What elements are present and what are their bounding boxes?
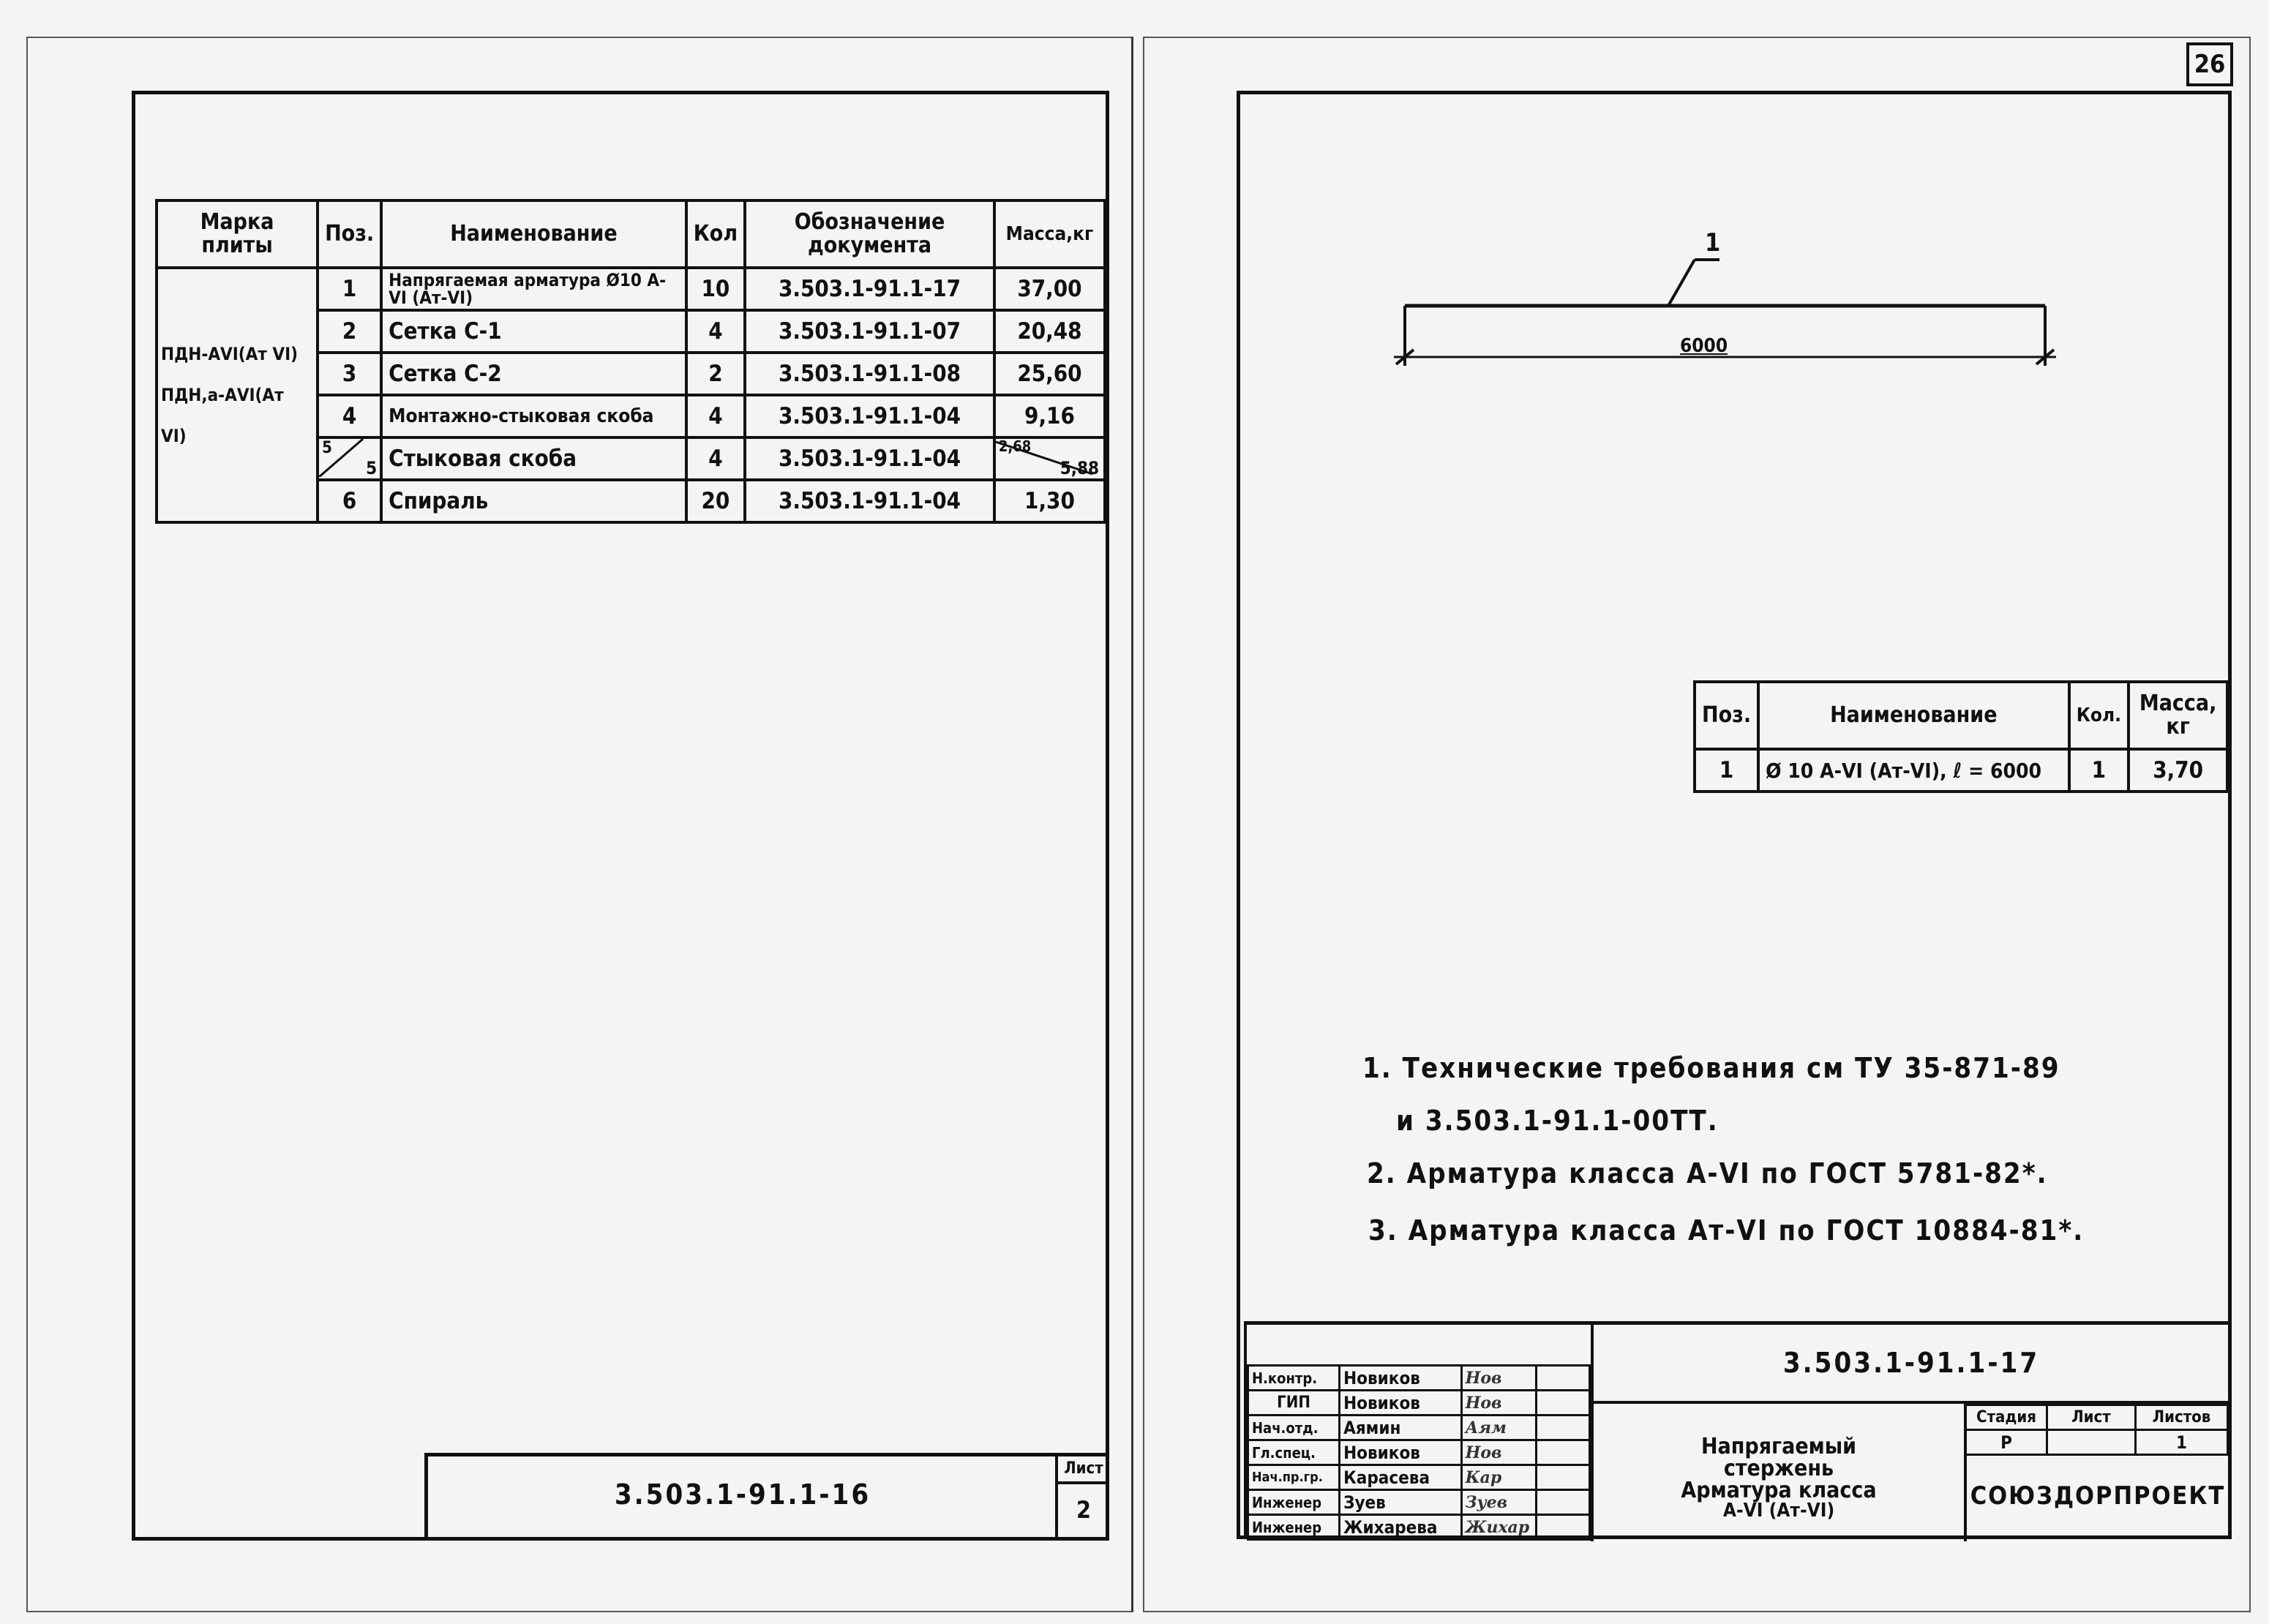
stamp-sheet-label: Лист: [1058, 1456, 1109, 1484]
header-kol: Кол.: [2069, 682, 2129, 749]
pos-bottom: 5: [366, 458, 378, 478]
role-label: Гл.спец.: [1248, 1440, 1340, 1465]
sheet-value: [2047, 1430, 2136, 1455]
left-stamp: [424, 1453, 1109, 1541]
person-name: Жихарева: [1340, 1515, 1461, 1540]
kol-cell: 4: [686, 395, 745, 437]
role-label: Инженер: [1248, 1515, 1340, 1540]
table-row: [157, 268, 1105, 310]
rod-drawing: [1376, 219, 2107, 380]
tb-title-line: Напрягаемый: [1700, 1434, 1857, 1459]
signature: Аям: [1461, 1416, 1536, 1440]
date-cell: [1536, 1465, 1589, 1490]
tb-organization: СОЮЗДОРПРОЕКТ: [1964, 1455, 2229, 1541]
title-block: [1244, 1321, 2229, 1538]
pos-cell: 2: [318, 310, 381, 353]
name-cell: Сетка С-2: [381, 353, 686, 395]
page-number: 26: [2194, 50, 2226, 79]
person-name: Карасева: [1340, 1465, 1461, 1490]
tb-code: 3.503.1-91.1-17: [1591, 1325, 2229, 1404]
stamp-sheet-number: 2: [1076, 1496, 1092, 1524]
role-label: Нач.отд.: [1248, 1416, 1340, 1440]
name-cell: Ø 10 А-VI (Aт-VI), ℓ = 6000: [1758, 749, 2069, 792]
pos-leader-label: 1: [1705, 228, 1721, 257]
header-mass: Масса, кг: [2129, 682, 2227, 749]
roles-table: [1247, 1364, 1591, 1541]
person-name: Новиков: [1340, 1366, 1461, 1391]
doc-cell: 3.503.1-91.1-04: [745, 437, 994, 480]
note-3: 3. Арматура класса Aт-VI по ГОСТ 10884-81*.: [1368, 1214, 2085, 1247]
kol-cell: 20: [686, 480, 745, 522]
pos-cell: 6: [318, 480, 381, 522]
doc-cell: 3.503.1-91.1-17: [745, 268, 994, 310]
mass-cell: 25,60: [994, 353, 1105, 395]
date-cell: [1536, 1391, 1589, 1416]
dimension-label: 6000: [1680, 335, 1728, 357]
header-doc: Обозначение документа: [745, 200, 994, 268]
sheets-label: Листов: [2136, 1405, 2228, 1430]
name-cell: Напрягаемая арматура Ø10 А-VI (Aт-VI): [381, 268, 686, 310]
mass-cell: 9,16: [994, 395, 1105, 437]
role-label: Н.контр.: [1248, 1366, 1340, 1391]
stamp-sheet-box: [1055, 1456, 1109, 1541]
mass-cell: 37,00: [994, 268, 1105, 310]
header-mass: Масса,кг: [994, 200, 1105, 268]
doc-cell: 3.503.1-91.1-04: [745, 480, 994, 522]
name-cell: Спираль: [381, 480, 686, 522]
kol-cell: 10: [686, 268, 745, 310]
stamp-code: 3.503.1-91.1-16: [614, 1478, 871, 1511]
kol-cell: 4: [686, 437, 745, 480]
left-spec-table: [155, 199, 1106, 524]
mass-cell: 1,30: [994, 480, 1105, 522]
person-name: Новиков: [1340, 1440, 1461, 1465]
person-name: Аямин: [1340, 1416, 1461, 1440]
header-name: Наименование: [1758, 682, 2069, 749]
table-row: [1695, 749, 2227, 792]
stage-table: [1964, 1404, 2229, 1456]
kol-cell: 2: [686, 353, 745, 395]
note-2: 2. Арматура класса А-VI по ГОСТ 5781-82*.: [1367, 1157, 2048, 1189]
roles-header-lines: [1247, 1325, 1593, 1364]
signature: Кар: [1461, 1465, 1536, 1490]
mass-split-cell: [994, 437, 1105, 480]
doc-cell: 3.503.1-91.1-07: [745, 310, 994, 353]
leader-line: [1668, 260, 1695, 306]
stage-value: Р: [1965, 1430, 2047, 1455]
sheet-label: Лист: [2047, 1405, 2136, 1430]
signature: Нов: [1461, 1366, 1536, 1391]
date-cell: [1536, 1416, 1589, 1440]
signature: Нов: [1461, 1391, 1536, 1416]
note-1-continued: и 3.503.1-91.1-00ТТ.: [1396, 1105, 1719, 1137]
pos-top: 5: [322, 439, 332, 457]
kol-cell: 1: [2069, 749, 2129, 792]
marka-cell: [157, 268, 318, 522]
marka-value: ПДН,а-АVI(Aт VI): [161, 385, 284, 446]
page-number-box: [2186, 42, 2233, 86]
right-spec-table: [1693, 680, 2229, 793]
name-cell: Стыковая скоба: [381, 437, 686, 480]
tb-title-line: Арматура класса: [1681, 1478, 1877, 1503]
doc-cell: 3.503.1-91.1-04: [745, 395, 994, 437]
pos-cell: 4: [318, 395, 381, 437]
date-cell: [1536, 1490, 1589, 1515]
mass-cell: 3,70: [2129, 749, 2227, 792]
tb-title-line: А-VI (Aт-VI): [1722, 1500, 1835, 1522]
sheets-value: 1: [2136, 1430, 2228, 1455]
tb-title-line: стержень: [1723, 1456, 1834, 1481]
kol-cell: 4: [686, 310, 745, 353]
header-marka: Марка плиты: [157, 200, 318, 268]
mass-top: 2,68: [998, 437, 1032, 455]
role-label: ГИП: [1248, 1391, 1340, 1416]
name-cell: Сетка С-1: [381, 310, 686, 353]
date-cell: [1536, 1440, 1589, 1465]
header-pos: Поз.: [318, 200, 381, 268]
header-kol: Кол: [686, 200, 745, 268]
pos-cell: 1: [318, 268, 381, 310]
signature: Зуев: [1461, 1490, 1536, 1515]
signature: Нов: [1461, 1440, 1536, 1465]
date-cell: [1536, 1515, 1589, 1540]
date-cell: [1536, 1366, 1589, 1391]
role-label: Инженер: [1248, 1490, 1340, 1515]
note-1: 1. Технические требования см ТУ 35-871-89: [1362, 1052, 2060, 1084]
person-name: Зуев: [1340, 1490, 1461, 1515]
doc-cell: 3.503.1-91.1-08: [745, 353, 994, 395]
name-cell: Монтажно-стыковая скоба: [381, 395, 686, 437]
header-pos: Поз.: [1695, 682, 1758, 749]
stage-label: Стадия: [1965, 1405, 2047, 1430]
mass-bottom: 5,88: [1060, 458, 1099, 478]
tb-title: [1591, 1404, 1964, 1541]
mass-cell: 20,48: [994, 310, 1105, 353]
pos-split-cell: [318, 437, 381, 480]
signature: Жихар: [1461, 1515, 1536, 1540]
pos-cell: 1: [1695, 749, 1758, 792]
role-label: Нач.пр.гр.: [1248, 1465, 1340, 1490]
marka-value: ПДН-АVI(Aт VI): [161, 344, 298, 364]
header-name: Наименование: [381, 200, 686, 268]
pos-cell: 3: [318, 353, 381, 395]
person-name: Новиков: [1340, 1391, 1461, 1416]
